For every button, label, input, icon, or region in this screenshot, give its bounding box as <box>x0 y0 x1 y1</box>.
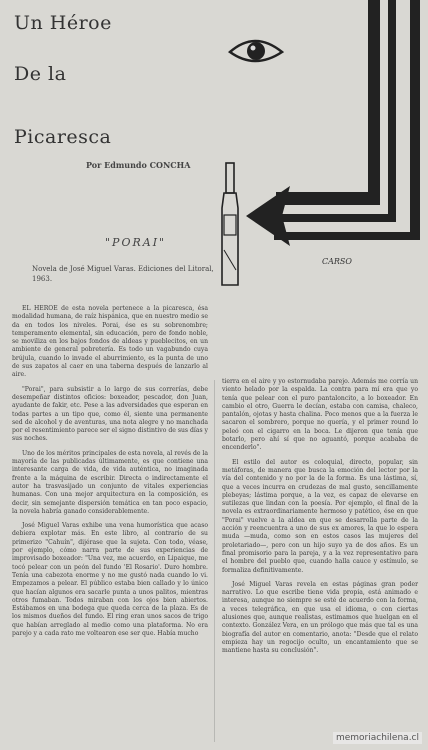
column-divider <box>214 380 215 742</box>
left-text-column <box>12 305 208 644</box>
paragraph: José Miguel Varas revela en estas páginas gran poder narrativo. Lo que escribe tiene vida propia, está animado e interesa, aunque no siempre se esté de acuerdo con la forma, a veces telegráfica, en que usa el idioma, o con ciertas alusiones que, aunque realistas, estimamos que huelgan en el contexto. González Vera, en un prólogo que más que tal es una biografía del autor en comentario, anota: "Desde que el relato empieza hay un regocijo oculto, un encantamiento que se mantiene hasta su conclusión". <box>222 580 418 655</box>
title-line-3: Picaresca <box>14 126 112 148</box>
arrow-icon <box>246 0 420 246</box>
right-text-column <box>222 378 418 662</box>
source-watermark: memoriachilena.cl <box>333 732 422 744</box>
eye-bottle-arrow-illustration <box>210 0 428 300</box>
paragraph: El estilo del autor es coloquial, directo, popular, sin metáforas, de manera que busca la emoción del lector por la vía del contenido y no por la de la forma. Es una lástima, sí, que a veces incurra en crudezas de mal gusto, sencillamente plebeyas; lástima porque, a la vez, es capaz de elevarse en sutilezas que lindan con la poesía. Por ejemplo, el final de la novela es extraordinariamente hermoso y patético, ése en que "Porai" vuelve a la aldea en que se desarrolla parte de la acción y reencuentra a uno de sus ex amores, la que lo espera muda —muda, como son en estos casos las mujeres del proletariado—, pero con un hijo suyo ya de dos años. Es un final promisorio para la pareja, y a la vez representativo para el hombre del pueblo que, cuando halla cauce y estímulo, se formaliza definitivamente. <box>222 458 418 574</box>
paragraph: EL HEROE de esta novela pertenece a la picaresca, ésa modalidad humana, de raíz hispánica, que en nuestro medio se da en todos los niveles. Porai, ése es su sobrenombre; temperamento elemental, sin educación, pero de fondo noble, se moviliza en los bajos fondos de aldeas y pueblecitos, en un ambiente de general pobretería. Es todo un vagabundo cuya brújula, cuando lo invade el aburrimiento, es la punta de uno de sus zapatos al caer en una taberna después de lanzarlo al aire. <box>12 305 208 379</box>
paragraph: "Porai", para subsistir a lo largo de sus correrías, debe desempeñar distintos oficios: boxeador, pescador, don Juan, ayudante de fakir, etc. Pese a las adversidades que esperan en todas partes a un tipo que, como él, siente una permanente sed de alcohol y de aventuras, una nota alegre y no manchada por el resentimiento parece ser el signo distintivo de sus días y sus noches. <box>12 385 208 443</box>
book-title: "PORAI" <box>105 236 167 249</box>
title-line-1: Un Héroe <box>14 12 112 34</box>
paragraph: José Miguel Varas exhibe una vena humorística que acaso debiera explotar más. En este libro, al contrario de su primerizo "Cahuín", dijérase que la sujeta. Con todo, véase, por ejemplo, cómo narra parte de sus experiencias de improvisado boxeador: "Una vez, me acuerdo, en Lipaique, me tocó pelear con un peón del fundo 'El Rosario'. Duro hombre. Tenía una cabezota enorme y no me gustó nada cuando lo vi. Empezamos a pelear. El público estaba bien callado y lo único que hacían algunos era sacarle punta a unos palitos, mientras otros fumaban. Todos miraban con los ojos bien abiertos. Estábamos en una bodega que queda cerca de la plaza. Es de los mismos dueños del fundo. El ring eran unos sacos de trigo que habían arreglado al medio como una plataforma. No era parejo y a cada rato me voltearon ese ser que. Había mucho <box>12 522 208 637</box>
paragraph: Uno de los méritos principales de esta novela, al revés de la mayoría de las publicadas últimamente, es que contiene una interesante carga de vida, de vida auténtica, no imaginada frente a la máquina de escribir. Directa o indirectamente el autor ha trasvasijado un conjunto de vitales experiencias humanas. Con una mejor arquitectura en la composición, es decir, sin semejante dispersión temática en tan poco espacio, la novela habría ganado considerablemente. <box>12 449 208 515</box>
illustration-signature: CARSO <box>322 257 352 266</box>
eye-icon <box>230 41 282 61</box>
book-info: Novela de José Miguel Varas. Ediciones del Litoral, 1963. <box>32 265 214 283</box>
paragraph: tierra en el aire y yo estornudaba parejo. Además me corría un viento helado por la espalda. La contra para mí era que yo tenía que pelear con el puro pantaloncito, a lo boxeador. En cambio el otro, Guerra le decían, estaba con camisa, chaleco, pantalón, ojotas y hasta chalina. Poco menos que a la fuerza le sacaron el sombrero, porque no quería, y el primer round lo peleó con el cigarro en la boca. Le dijeron que tenía que botarlo, pero ahí sí que no aguantó, porque acababa de encenderlo". <box>222 378 418 452</box>
title-line-2: De la <box>14 63 67 85</box>
byline: Por Edmundo CONCHA <box>86 160 191 170</box>
